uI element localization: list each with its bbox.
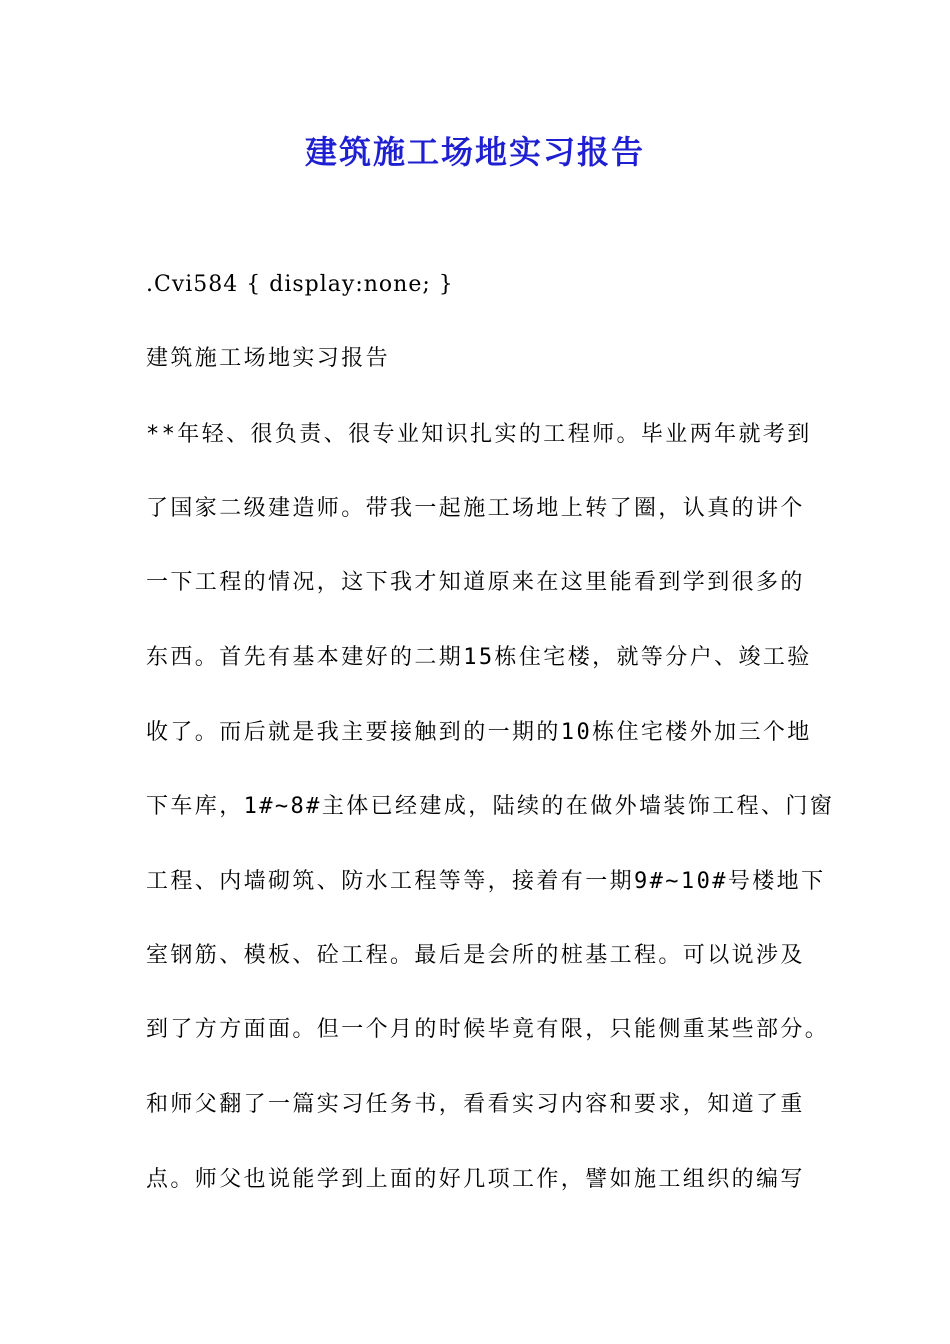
- body-line: 点。师父也说能学到上面的好几项工作，譬如施工组织的编写: [146, 1167, 805, 1192]
- body-line: 一下工程的情况，这下我才知道原来在这里能看到学到很多的: [146, 570, 805, 595]
- body-line: 下车库，1#~8#主体已经建成，陆续的在做外墙装饰工程、门窗: [146, 794, 835, 819]
- css-text-line: .Cvi584 { display:none; }: [146, 272, 454, 297]
- body-line: 到了方方面面。但一个月的时候毕竟有限，只能侧重某些部分。: [146, 1017, 830, 1042]
- body-line: **年轻、很负责、很专业知识扎实的工程师。毕业两年就考到: [146, 422, 812, 447]
- body-line: 东西。首先有基本建好的二期15栋住宅楼，就等分户、竣工验: [146, 645, 812, 670]
- body-line: 和师父翻了一篇实习任务书，看看实习内容和要求，知道了重: [146, 1092, 805, 1117]
- document-subtitle: 建筑施工场地实习报告: [146, 346, 391, 371]
- body-line: 收了。而后就是我主要接触到的一期的10栋住宅楼外加三个地: [146, 720, 812, 745]
- body-line: 室钢筋、模板、砼工程。最后是会所的桩基工程。可以说涉及: [146, 943, 805, 968]
- body-line: 工程、内墙砌筑、防水工程等等，接着有一期9#~10#号楼地下: [146, 869, 826, 894]
- body-line: 了国家二级建造师。带我一起施工场地上转了圈，认真的讲个: [146, 496, 805, 521]
- document-title: 建筑施工场地实习报告: [304, 133, 645, 171]
